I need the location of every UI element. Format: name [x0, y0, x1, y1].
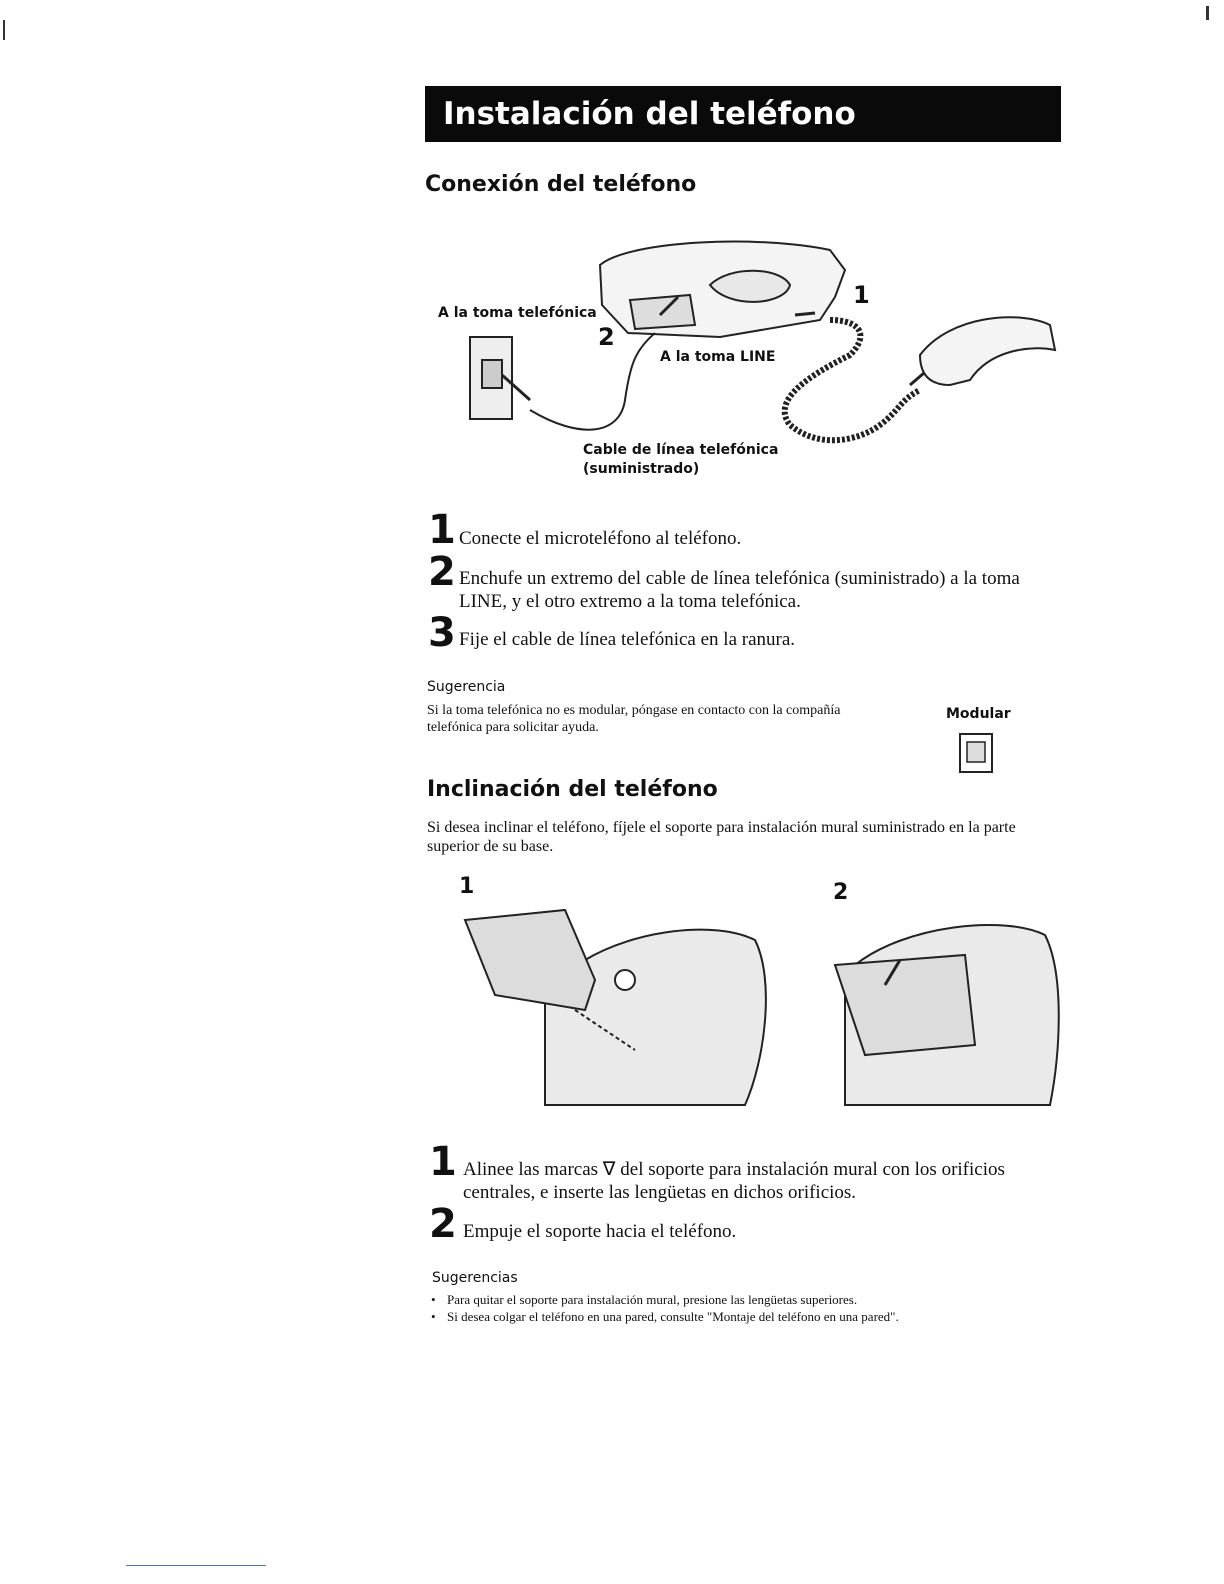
tip-text: Si la toma telefónica no es modular, póngase en contacto con la compañía telefónica para solicitar ayuda. [427, 703, 841, 735]
callout-2: 2 [598, 323, 615, 351]
modular-jack-icon [958, 732, 994, 774]
figure-label-1: 1 [459, 874, 475, 899]
label-cable-line1: Cable de línea telefónica [583, 442, 779, 458]
label-line-jack: A la toma LINE [660, 349, 776, 365]
modular-label: Modular [946, 706, 1011, 722]
page-title-banner: Instalación del teléfono [425, 86, 1061, 142]
label-cable-line2: (suministrado) [583, 461, 700, 477]
step-number: 2 [429, 1201, 457, 1247]
step-text: Conecte el microteléfono al teléfono. [459, 528, 742, 549]
margin-mark [3, 20, 5, 40]
tilt-illustration-1 [455, 900, 775, 1110]
step-number: 2 [428, 549, 456, 595]
line-cable-drawing [530, 333, 655, 430]
callout-1: 1 [853, 281, 870, 309]
section-heading-connection: Conexión del teléfono [425, 172, 697, 197]
label-wall-jack: A la toma telefónica [438, 305, 597, 321]
step-number: 1 [429, 1139, 457, 1185]
tip-heading: Sugerencia [427, 679, 506, 695]
tilt-intro: Si desea inclinar el teléfono, fíjele el soporte para instalación mural suministrado en la parte superior de su base. [427, 819, 1016, 855]
step-text: Alinee las marcas ∇ del soporte para instalación mural con los orificios centrales, e inserte las lengüetas en dichos orificios. [463, 1159, 1005, 1203]
tips-heading: Sugerencias [432, 1270, 518, 1286]
tip-item: • Si desea colgar el teléfono en una pared, consulte "Montaje del teléfono en una pared". [447, 1309, 1067, 1325]
section-heading-tilt: Inclinación del teléfono [427, 777, 718, 802]
coiled-cord-drawing [785, 320, 920, 440]
step-text: Empuje el soporte hacia el teléfono. [463, 1221, 737, 1242]
step-number: 3 [428, 610, 456, 656]
margin-mark [1206, 6, 1209, 20]
figure-label-2: 2 [833, 880, 849, 905]
tilt-illustration-2 [825, 905, 1070, 1110]
step-text: Enchufe un extremo del cable de línea telefónica (suministrado) a la toma LINE, y el otro extremo a la toma telefónica. [459, 568, 1020, 612]
footer-rule [126, 1565, 266, 1566]
step-text: Fije el cable de línea telefónica en la ranura. [459, 629, 796, 650]
handset-drawing [920, 317, 1055, 385]
tip-item: • Para quitar el soporte para instalación mural, presione las lengüetas superiores. [447, 1292, 1067, 1308]
step-number: 1 [428, 507, 456, 553]
